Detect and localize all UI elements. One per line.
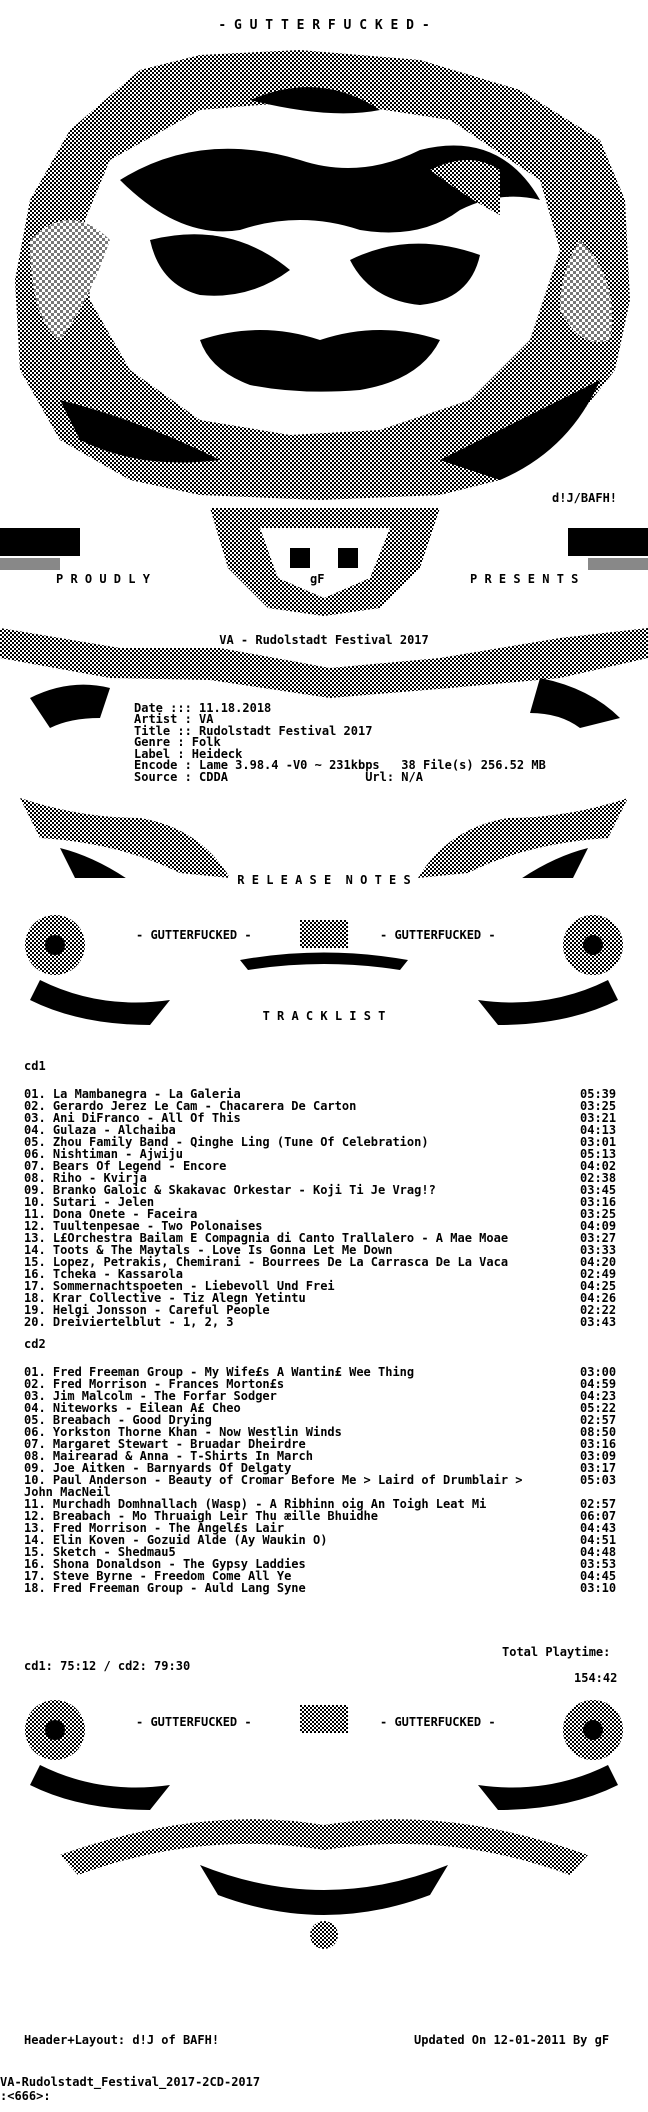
track-title: 06. Nishtiman - Ajwiju bbox=[24, 1147, 183, 1161]
track-duration: 03:53 bbox=[580, 1557, 617, 1571]
track-duration: 03:25 bbox=[580, 1099, 617, 1113]
track-title: 01. La Mambanegra - La Galeria bbox=[24, 1087, 241, 1101]
info-line: Date ::: 11.18.2018 bbox=[134, 700, 272, 715]
track-title: 18. Krar Collective - Tiz Alegn Yetintu bbox=[24, 1291, 306, 1305]
track-duration: 02:57 bbox=[580, 1413, 617, 1427]
track-title: 04. Niteworks - Eilean A£ Cheo bbox=[24, 1401, 241, 1415]
info-line: Artist : VA bbox=[134, 712, 214, 726]
cd2-label: cd2 bbox=[24, 1337, 46, 1351]
track-duration: 02:22 bbox=[580, 1303, 617, 1317]
face-artwork bbox=[0, 40, 648, 510]
track-duration: 03:01 bbox=[580, 1135, 617, 1149]
track-title: 18. Fred Freeman Group - Auld Lang Syne bbox=[24, 1581, 306, 1595]
track-duration: 08:50 bbox=[580, 1425, 617, 1439]
gutterfucked-tag-left-2: - GUTTERFUCKED - bbox=[136, 1715, 252, 1729]
track-duration: 03:43 bbox=[580, 1315, 617, 1329]
track-title: 03. Jim Malcolm - The Forfar Sodger bbox=[24, 1389, 277, 1403]
track-duration: 05:03 bbox=[580, 1473, 617, 1487]
track-title: 05. Zhou Family Band - Qinghe Ling (Tune Of Celebration) bbox=[24, 1135, 429, 1149]
track-duration: 03:16 bbox=[580, 1437, 617, 1451]
track-title: 09. Branko Galoic & Skakavac Orkestar - Koji Ti Je Vrag!? bbox=[24, 1183, 436, 1197]
track-title: 13. Fred Morrison - The Angel£s Lair bbox=[24, 1521, 285, 1535]
track-duration: 04:25 bbox=[580, 1279, 617, 1293]
release-title: VA - Rudolstadt Festival 2017 bbox=[219, 633, 429, 647]
track-duration: 04:51 bbox=[580, 1533, 617, 1547]
track-duration: 03:45 bbox=[580, 1183, 617, 1197]
track-title: John MacNeil bbox=[24, 1485, 111, 1499]
release-filename: VA-Rudolstadt_Festival_2017-2CD-2017 bbox=[0, 2075, 261, 2089]
info-line: Label : Heideck bbox=[134, 746, 243, 761]
info-line: Encode : Lame 3.98.4 -V0 ~ 231kbps 38 File(s) 256.52 MB bbox=[134, 758, 546, 772]
track-duration: 03:27 bbox=[580, 1231, 617, 1245]
banner-title: - G U T T E R F U C K E D - bbox=[218, 18, 430, 33]
track-row bbox=[24, 1316, 624, 1328]
track-duration: 04:20 bbox=[580, 1255, 617, 1269]
track-duration: 04:02 bbox=[580, 1159, 617, 1173]
track-duration: 05:39 bbox=[580, 1087, 617, 1101]
gutterfucked-tag-right-2: - GUTTERFUCKED - bbox=[380, 1715, 496, 1729]
presents-label: P R E S E N T S bbox=[470, 572, 579, 586]
track-duration: 04:59 bbox=[580, 1377, 617, 1391]
tracklist-heading: T R A C K L I S T bbox=[262, 1009, 386, 1023]
track-title: 17. Sommernachtspoeten - Liebevoll Und Frei bbox=[24, 1279, 335, 1293]
track-title: 12. Breabach - Mo Thruaigh Leir Thu æille Bhuidhe bbox=[24, 1509, 379, 1523]
total-playtime-value: 154:42 bbox=[574, 1671, 618, 1685]
track-title: 02. Fred Morrison - Frances Morton£s bbox=[24, 1377, 285, 1391]
flower-ornament-bottom bbox=[0, 1685, 648, 1965]
info-line: Source : CDDA Url: N/A bbox=[134, 769, 423, 784]
track-duration: 05:22 bbox=[580, 1401, 617, 1415]
track-title: 14. Elin Koven - Gozuid Alde (Ay Waukin O) bbox=[24, 1533, 328, 1547]
track-title: 19. Helgi Jonsson - Careful People bbox=[24, 1303, 270, 1317]
track-duration: 03:17 bbox=[580, 1461, 617, 1475]
track-title: 20. Dreiviertelblut - 1, 2, 3 bbox=[24, 1315, 234, 1329]
track-title: 13. L£Orchestra Bailam E Compagnia di Canto Trallalero - A Mae Moae bbox=[24, 1231, 509, 1245]
track-duration: 04:13 bbox=[580, 1123, 617, 1137]
track-duration: 04:26 bbox=[580, 1291, 617, 1305]
track-title: 04. Gulaza - Alchaiba bbox=[24, 1123, 176, 1137]
track-duration: 06:07 bbox=[580, 1509, 617, 1523]
track-duration: 04:23 bbox=[580, 1389, 617, 1403]
cd1-label: cd1 bbox=[24, 1059, 46, 1073]
track-title: 17. Steve Byrne - Freedom Come All Ye bbox=[24, 1569, 292, 1583]
total-playtime-label: Total Playtime: bbox=[502, 1645, 611, 1659]
track-duration: 03:16 bbox=[580, 1195, 617, 1209]
group-tag: gF bbox=[310, 572, 325, 586]
track-title: 15. Lopez, Petrakis, Chemirani - Bourrees De La Carrasca De La Vaca bbox=[24, 1255, 509, 1269]
track-title: 08. Mairearad & Anna - T-Shirts In March bbox=[24, 1449, 313, 1463]
track-title: 11. Dona Onete - Faceira bbox=[24, 1207, 198, 1221]
track-duration: 02:49 bbox=[580, 1267, 617, 1281]
track-title: 16. Tcheka - Kassarola bbox=[24, 1267, 183, 1281]
info-line: Title :: Rudolstadt Festival 2017 bbox=[134, 723, 373, 738]
track-duration: 04:45 bbox=[580, 1569, 617, 1583]
track-duration: 03:21 bbox=[580, 1111, 617, 1125]
gutterfucked-tag-right: - GUTTERFUCKED - bbox=[380, 928, 496, 942]
release-info-block bbox=[134, 691, 546, 795]
track-title: 05. Breabach - Good Drying bbox=[24, 1413, 212, 1427]
updated-credit: Updated On 12-01-2011 By gF bbox=[414, 2033, 610, 2047]
track-title: 10. Paul Anderson - Beauty of Cromar Before Me > Laird of Drumblair > bbox=[24, 1473, 523, 1487]
track-duration: 02:57 bbox=[580, 1497, 617, 1511]
track-title: 03. Ani DiFranco - All Of This bbox=[24, 1111, 241, 1125]
track-title: 15. Sketch - Shedmau5 bbox=[24, 1545, 176, 1559]
track-title: 16. Shona Donaldson - The Gypsy Laddies bbox=[24, 1557, 306, 1571]
track-duration: 05:13 bbox=[580, 1147, 617, 1161]
track-duration: 03:25 bbox=[580, 1207, 617, 1221]
track-title: 10. Sutari - Jelen bbox=[24, 1195, 155, 1209]
proudly-label: P R O U D L Y bbox=[56, 572, 150, 586]
gutterfucked-tag-left: - GUTTERFUCKED - bbox=[136, 928, 252, 942]
track-duration: 04:09 bbox=[580, 1219, 617, 1233]
track-duration: 02:38 bbox=[580, 1171, 617, 1185]
track-title: 09. Joe Aitken - Barnyards Of Delgaty bbox=[24, 1461, 292, 1475]
footer-tag: :<666>: bbox=[0, 2089, 51, 2103]
track-duration: 03:10 bbox=[580, 1581, 617, 1595]
release-notes-heading: R E L E A S E N O T E S bbox=[237, 873, 411, 887]
track-row bbox=[24, 1582, 624, 1594]
track-duration: 03:33 bbox=[580, 1243, 617, 1257]
layout-credit: Header+Layout: d!J of BAFH! bbox=[24, 2033, 220, 2047]
track-title: 06. Yorkston Thorne Khan - Now Westlin Winds bbox=[24, 1425, 342, 1439]
artist-signature: d!J/BAFH! bbox=[552, 491, 618, 505]
proudly-presents-ornament bbox=[0, 508, 648, 616]
track-title: 11. Murchadh Domhnallach (Wasp) - A Ribhinn oig An Toigh Leat Mi bbox=[24, 1497, 487, 1511]
info-line: Genre : Folk bbox=[134, 735, 221, 749]
track-duration: 04:48 bbox=[580, 1545, 617, 1559]
track-title: 01. Fred Freeman Group - My Wife£s A Wantin£ Wee Thing bbox=[24, 1365, 415, 1379]
track-title: 07. Bears Of Legend - Encore bbox=[24, 1159, 227, 1173]
track-title: 14. Toots & The Maytals - Love Is Gonna Let Me Down bbox=[24, 1243, 393, 1257]
track-row bbox=[24, 1474, 624, 1486]
track-duration: 03:09 bbox=[580, 1449, 617, 1463]
track-duration: 04:43 bbox=[580, 1521, 617, 1535]
track-title: 08. Riho - Kvirja bbox=[24, 1171, 147, 1185]
track-duration: 03:00 bbox=[580, 1365, 617, 1379]
cd-playtime-breakdown: cd1: 75:12 / cd2: 79:30 bbox=[24, 1659, 191, 1673]
track-title: 12. Tuultenpesae - Two Polonaises bbox=[24, 1219, 263, 1233]
track-title: 02. Gerardo Jerez Le Cam - Chacarera De Carton bbox=[24, 1099, 357, 1113]
track-title: 07. Margaret Stewart - Bruadar Dheirdre bbox=[24, 1437, 306, 1451]
